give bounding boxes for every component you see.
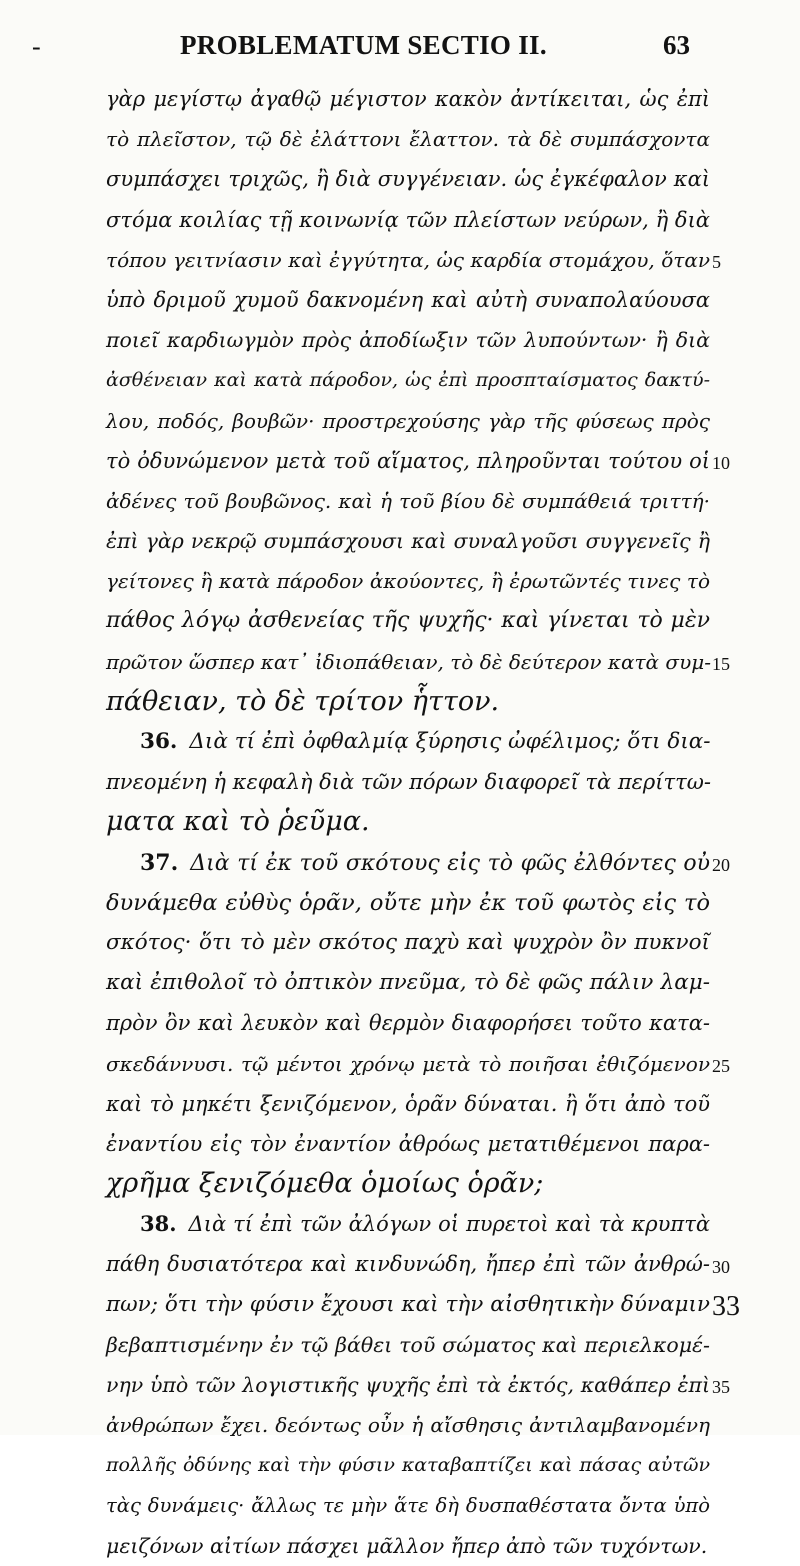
text-line: ποιεῖ καρδιωγμὸν πρὸς ἀποδίωξιν τῶν λυπούντων· ἢ διὰ: [106, 328, 710, 353]
text-line: βεβαπτισμένην ἐν τῷ βάθει τοῦ σώματος καὶ περιελκομέ-: [106, 1332, 710, 1357]
section-number: 37.: [140, 849, 179, 876]
section-text: Διὰ τί ἐπὶ ὀφθαλμίᾳ ξύρησις ὠφέλιμος; ὅτι δια-: [189, 729, 711, 754]
section-text: Διὰ τί ἐπὶ τῶν ἀλόγων οἱ πυρετοὶ καὶ τὰ κρυπτὰ: [188, 1212, 710, 1237]
line-number-30: 30: [712, 1257, 730, 1277]
text-line: καὶ τὸ μηκέτι ξενιζόμενον, ὁρᾶν δύναται. ἢ ὅτι ἀπὸ τοῦ: [106, 1091, 710, 1116]
section-37-first-line: [106, 843, 710, 883]
text-line: τὸ πλεῖστον, τῷ δὲ ἐλάττονι ἔλαττον. τὰ δὲ συμπάσχοντα: [106, 127, 710, 152]
text-line: τόπου γειτνίασιν καὶ ἐγγύτητα, ὡς καρδία στομάχου, ὅταν: [106, 247, 710, 272]
line-number-25: 25: [712, 1056, 730, 1076]
text-line: συμπάσχει τριχῶς, ἢ διὰ συγγένειαν. ὡς ἐγκέφαλον καὶ: [106, 167, 710, 192]
section-number: 36.: [140, 729, 178, 754]
text-line: σκότος· ὅτι τὸ μὲν σκότος παχὺ καὶ ψυχρὸν ὂν πυκνοῖ: [106, 929, 710, 955]
text-line: ἀσθένειαν καὶ κατὰ πάροδον, ὡς ἐπὶ προσπταίσματος δακτύ-: [106, 369, 710, 392]
section-text: Διὰ τί ἐκ τοῦ σκότους εἰς τὸ φῶς ἐλθόντες οὐ: [190, 850, 710, 876]
text-line: στόμα κοιλίας τῇ κοινωνίᾳ τῶν πλείστων νεύρων, ἢ διὰ: [106, 207, 710, 232]
text-line: πάθος λόγῳ ἀσθενείας τῆς ψυχῆς· καὶ γίνεται τὸ μὲν: [106, 608, 710, 634]
section-number: 38.: [140, 1211, 177, 1237]
text-line: πρὸν ὂν καὶ λευκὸν καὶ θερμὸν διαφορήσει τοῦτο κατα-: [106, 1011, 710, 1036]
section-38-first-line: [106, 1204, 710, 1244]
page-header: [0, 26, 800, 66]
text-line: πάθειαν, τὸ δὲ τρίτον ἧττον.: [106, 685, 500, 717]
text-line: ματα καὶ τὸ ῥεῦμα.: [106, 806, 370, 838]
text-line: νην ὑπὸ τῶν λογιστικῆς ψυχῆς ἐπὶ τὰ ἐκτός, καθάπερ ἐπὶ: [106, 1373, 710, 1397]
text-line: ἐπὶ γὰρ νεκρῷ συμπάσχουσι καὶ συναλγοῦσι συγγενεῖς ἢ: [106, 529, 710, 554]
text-line: πάθη δυσιατότερα καὶ κινδυνώδη, ἤπερ ἐπὶ τῶν ἀνθρώ-: [106, 1252, 710, 1277]
line-number-15: 15: [712, 654, 730, 674]
section-36-first-line: [106, 722, 710, 762]
line-number-5: 5: [712, 252, 721, 272]
text-line: τὸ ὀδυνώμενον μετὰ τοῦ αἵματος, πληροῦνται τούτου οἱ: [106, 448, 710, 473]
text-line: ἐναντίου εἰς τὸν ἐναντίον ἀθρόως μετατιθέμενοι παρα-: [106, 1131, 710, 1156]
text-line: ἀνθρώπων ἔχει. δεόντως οὖν ἡ αἴσθησις ἀντιλαμβανομένη: [106, 1413, 710, 1438]
line-number-33: 33: [712, 1291, 740, 1322]
running-head: PROBLEMATUM SECTIO II.: [180, 30, 547, 60]
text-line: ἀδένες τοῦ βουβῶνος. καὶ ἡ τοῦ βίου δὲ συμπάθειά τριττή·: [106, 488, 710, 513]
text-line: καὶ ἐπιθολοῖ τὸ ὀπτικὸν πνεῦμα, τὸ δὲ φῶς πάλιν λαμ-: [106, 970, 710, 996]
text-line: πνεομένη ἡ κεφαλὴ διὰ τῶν πόρων διαφορεῖ τὰ περίττω-: [106, 770, 711, 795]
line-number-10: 10: [712, 453, 730, 473]
text-line: μειζόνων αἰτίων πάσχει μᾶλλον ἤπερ ἀπὸ τῶν τυχόντων.: [106, 1533, 708, 1558]
text-line: γείτονες ἢ κατὰ πάροδον ἀκούοντες, ἢ ἐρωτῶντές τινες τὸ: [106, 569, 710, 594]
text-line: λου, ποδός, βουβῶν· προστρεχούσης γὰρ τῆς φύσεως πρὸς: [106, 408, 710, 433]
text-line: χρῆμα ξενιζόμεθα ὁμοίως ὁρᾶν;: [106, 1168, 544, 1200]
text-line: γὰρ μεγίστῳ ἀγαθῷ μέγιστον κακὸν ἀντίκειται, ὡς ἐπὶ: [106, 87, 710, 111]
line-number-20: 20: [712, 855, 730, 875]
text-line: πολλῆς ὀδύνης καὶ τὴν φύσιν καταβαπτίζει καὶ πάσας αὐτῶν: [106, 1454, 710, 1477]
text-line: τὰς δυνάμεις· ἄλλως τε μὴν ἅτε δὴ δυσπαθέστατα ὄντα ὑπὸ: [106, 1493, 710, 1517]
text-line: πων; ὅτι τὴν φύσιν ἔχουσι καὶ τὴν αἰσθητικὴν δύναμιν: [106, 1291, 710, 1317]
text-line: ὑπὸ δριμοῦ χυμοῦ δακνομένη καὶ αὐτὴ συναπολαύουσα: [106, 287, 710, 312]
line-number-35: 35: [712, 1377, 730, 1397]
page-marker: -: [32, 32, 41, 61]
text-line: δυνάμεθα εὐθὺς ὁρᾶν, οὔτε μὴν ἐκ τοῦ φωτὸς εἰς τὸ: [106, 889, 710, 916]
text-line: σκεδάννυσι. τῷ μέντοι χρόνῳ μετὰ τὸ ποιῆσαι ἐθιζόμενον: [106, 1051, 710, 1076]
page-number: 63: [663, 30, 690, 60]
text-line: πρῶτον ὥσπερ κατ᾽ ἰδιοπάθειαν, τὸ δὲ δεύτερον κατὰ συμ-: [106, 649, 711, 674]
text-block: [106, 79, 710, 1566]
